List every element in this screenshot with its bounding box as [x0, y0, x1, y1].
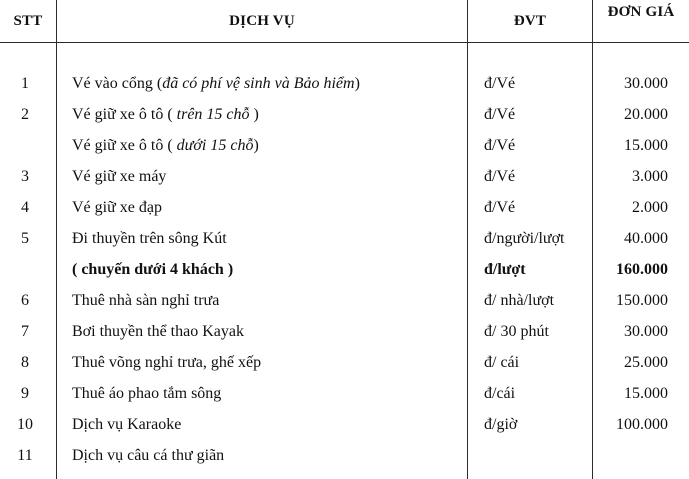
service-text: Dịch vụ Karaoke	[72, 416, 182, 433]
row-service	[72, 347, 464, 378]
row-stt: 9	[21, 385, 29, 402]
header-price: ĐƠN GIÁ	[607, 4, 675, 20]
row-service	[72, 99, 464, 130]
row-stt: 1	[21, 75, 29, 92]
table-row	[0, 223, 689, 254]
row-service	[72, 409, 464, 440]
table-row	[0, 316, 689, 347]
service-tail: )	[253, 137, 259, 154]
header-stt: STT	[13, 12, 43, 29]
row-stt	[0, 130, 50, 161]
service-note: dưới 15 chỗ	[176, 137, 254, 154]
table-row	[0, 285, 689, 316]
row-service	[72, 130, 464, 161]
row-unit: đ/Vé	[484, 168, 516, 185]
row-price: 100.000	[616, 416, 668, 433]
header-divider	[0, 42, 689, 43]
service-text: Bơi thuyền thể thao Kayak	[72, 323, 244, 340]
service-text: Vé giữ xe máy	[72, 168, 167, 185]
header-unit: ĐVT	[513, 12, 547, 29]
row-unit: đ/ 30 phút	[484, 323, 549, 340]
header-service: DỊCH VỤ	[229, 12, 295, 29]
row-unit: đ/Vé	[484, 199, 516, 216]
row-price	[594, 440, 668, 471]
row-unit: đ/Vé	[484, 106, 516, 123]
row-service	[72, 378, 464, 409]
row-price: 150.000	[616, 292, 668, 309]
row-service	[72, 223, 464, 254]
service-text: Thuê nhà sàn nghỉ trưa	[72, 292, 220, 309]
row-stt: 7	[21, 323, 29, 340]
table-body	[0, 68, 689, 471]
table-row	[0, 99, 689, 130]
row-unit: đ/Vé	[484, 137, 516, 154]
row-service	[72, 285, 464, 316]
row-stt: 5	[21, 230, 29, 247]
service-text: Vé giữ xe ô tô (	[72, 106, 177, 123]
row-unit	[484, 440, 590, 471]
service-text: Thuê áo phao tắm sông	[72, 385, 222, 402]
row-unit: đ/ cái	[484, 354, 520, 371]
row-price: 15.000	[624, 385, 668, 402]
row-price: 30.000	[624, 323, 668, 340]
service-tail: )	[354, 75, 360, 92]
row-price: 160.000	[616, 261, 668, 278]
table-row	[0, 378, 689, 409]
row-price: 30.000	[624, 75, 668, 92]
service-text: Vé vào cổng (	[72, 75, 163, 92]
row-service	[72, 316, 464, 347]
service-note: trên 15 chỗ	[176, 106, 250, 123]
service-text: ( chuyến dưới 4 khách )	[72, 261, 234, 278]
service-text: Đi thuyền trên sông Kút	[72, 230, 227, 247]
row-unit: đ/lượt	[484, 261, 526, 278]
row-price: 20.000	[624, 106, 668, 123]
row-stt: 3	[21, 168, 29, 185]
service-text: Vé giữ xe ô tô (	[72, 137, 177, 154]
table-row	[0, 161, 689, 192]
row-price: 3.000	[632, 168, 668, 185]
row-service	[72, 68, 464, 99]
service-tail: )	[249, 106, 259, 123]
service-text: Vé giữ xe đạp	[72, 199, 162, 216]
table-row	[0, 130, 689, 161]
row-service	[72, 440, 464, 471]
table-row	[0, 68, 689, 99]
table-row	[0, 347, 689, 378]
row-unit: đ/Vé	[484, 75, 516, 92]
row-service	[72, 161, 464, 192]
row-stt: 2	[21, 106, 29, 123]
row-price: 15.000	[624, 137, 668, 154]
row-stt: 10	[17, 416, 33, 433]
service-text: Thuê võng nghỉ trưa, ghế xếp	[72, 354, 262, 371]
service-note: đã có phí vệ sinh và Bảo hiểm	[162, 75, 355, 92]
table-row	[0, 192, 689, 223]
row-price: 40.000	[624, 230, 668, 247]
service-text: Dịch vụ câu cá thư giãn	[72, 447, 225, 464]
row-unit: đ/giờ	[484, 416, 518, 433]
row-unit: đ/người/lượt	[484, 230, 565, 247]
row-price: 25.000	[624, 354, 668, 371]
row-stt: 8	[21, 354, 29, 371]
row-unit: đ/cái	[484, 385, 516, 402]
row-service	[72, 192, 464, 223]
row-stt: 6	[21, 292, 29, 309]
table-row	[0, 254, 689, 285]
row-unit: đ/ nhà/lượt	[484, 292, 555, 309]
table-row	[0, 409, 689, 440]
table-row	[0, 440, 689, 471]
row-price: 2.000	[632, 199, 668, 216]
row-stt	[0, 254, 50, 285]
row-stt: 11	[17, 447, 33, 464]
row-stt: 4	[21, 199, 29, 216]
row-service	[72, 254, 464, 285]
